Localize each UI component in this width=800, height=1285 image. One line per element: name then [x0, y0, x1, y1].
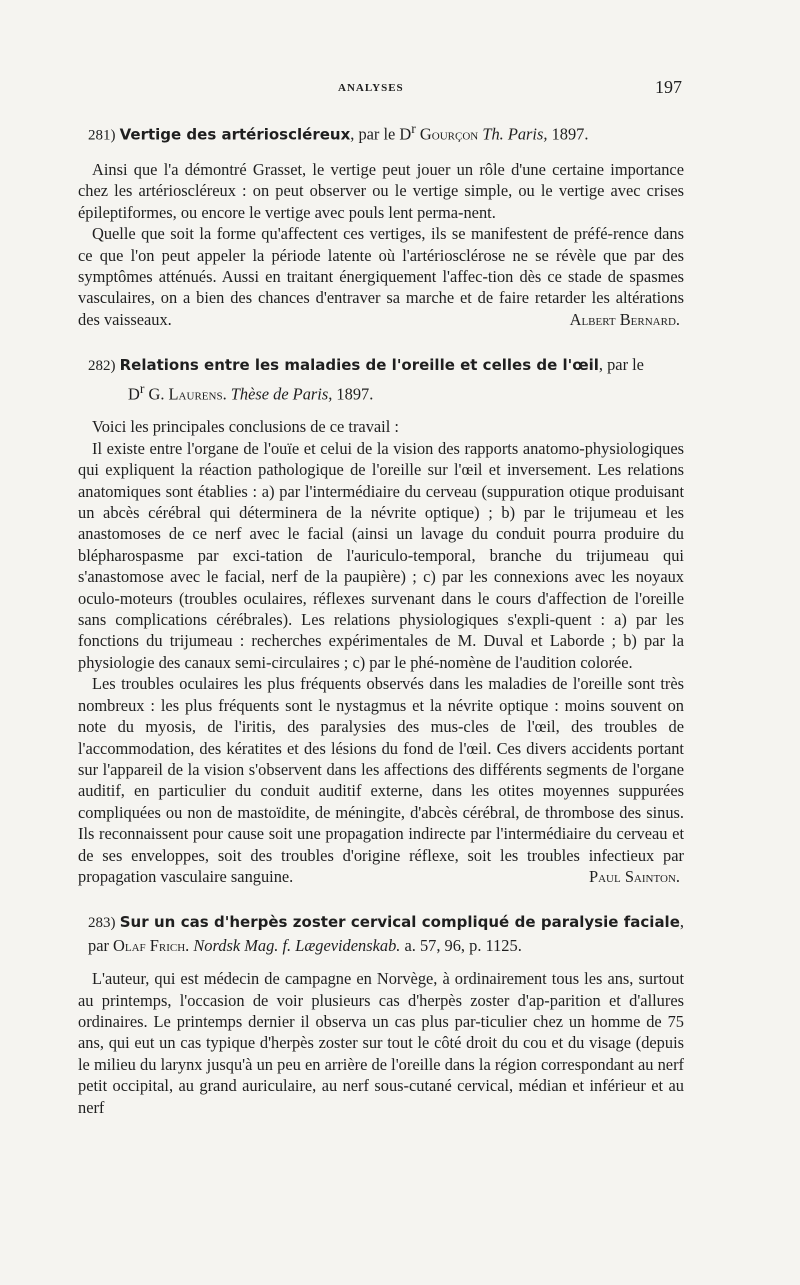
- article-281: [78, 118, 684, 330]
- article-signature: Albert Bernard.: [569, 309, 680, 329]
- byline-sup: r: [139, 380, 145, 396]
- article-heading: [88, 354, 684, 404]
- article-283: [78, 911, 684, 1118]
- byline-sup: r: [411, 121, 416, 136]
- running-head: [0, 77, 800, 102]
- paragraph-text: Quelle que soit la forme qu'affectent ces vertiges, ils se manifestent de préfé-rence dans ce que l'on peut appeler la période latente où l'artériosclérose ne se révèle que par des symptômes atténués. Aussi en traitant énergiquement l'affec-tion dès ce stade de spasmes vasculaires, on a bien des chances d'entraver sa marche et de faire retarder les altérations des vaisseaux.: [78, 224, 684, 329]
- article-source: Nordsk Mag. f. Lægevidenskab.: [193, 935, 401, 955]
- article-year: a. 57, 96, p. 1125.: [404, 935, 522, 955]
- article-number: 281): [88, 127, 116, 144]
- heading-continuation: [88, 378, 684, 405]
- article-column: [78, 118, 684, 1142]
- article-heading: [88, 118, 684, 147]
- article-paragraph: [78, 223, 684, 330]
- article-paragraph: [78, 673, 684, 887]
- article-title: Sur un cas d'herpès zoster cervical compliqué de paralysie faciale: [119, 913, 680, 932]
- page-number: 197: [655, 77, 682, 97]
- article-year: 1897.: [336, 384, 374, 403]
- article-author: Olaf Frich.: [113, 935, 190, 955]
- article-title: Vertige des artérioscléreux: [119, 125, 351, 144]
- article-paragraph: Il existe entre l'organe de l'ouïe et celui de la vision des rapports anatomo-physiologiques qui expliquent la réaction pathologique de l'oreille sur l'œil et inversement. Les relations anatomiques sont établies : a) par l'intermédiaire du cerveau (suppuration otique produisant un abcès cérébral qui déterminera de la névrite optique) ; b) par le trijumeau et les anastomoses de ce nerf avec le facial (ainsi un lavage du conduit pourra produire du blépharospasme par exci-tation de l'auriculo-temporal, branche du trijumeau qui s'anastomose avec le facial, nerf de la paupière) ; c) par les connexions avec les noyaux oculo-moteurs (troubles oculaires, réflexes survenant dans le cours d'affection de l'oreille sans complications cérébrales). Les relations physiologiques s'expli-quent : a) par les fonctions du trijumeau : recherches expérimentales de M. Duval et Laborde ; b) par la physiologie des canaux semi-circulaires ; c) par le phé-nomène de l'audition colorée.: [78, 438, 684, 672]
- article-author: Gourçon: [419, 124, 479, 144]
- paragraph-text: Les troubles oculaires les plus fréquents observés dans les maladies de l'oreille sont très nombreux : les plus fréquents sont le nystagmus et la névrite optique : moins souvent on note du myosis, de l'iritis, des paralysies des mus-cles de l'œil, des troubles de l'accommodation, des kératites et des lésions du fond de l'œil. Ces divers accidents portant sur l'appareil de la vision s'observent dans les affections des différents segments de l'organe auditif, en particulier du conduit auditif externe, dans les otites moyennes suppurées compliquées ou non de mastoïdite, de méningite, d'abcès cérébral, de thrombose des sinus. Ils reconnaissent pour cause soit une propagation indirecte par l'intermédiaire du cerveau et de ses enveloppes, soit des troubles d'origine réflexe, soit les troubles infectieux par propagation vasculaire sanguine.: [78, 674, 684, 886]
- running-title: ANALYSES: [338, 82, 404, 94]
- article-author: G. Laurens.: [148, 384, 227, 403]
- article-title: Relations entre les maladies de l'oreille et celles de l'œil: [119, 356, 599, 375]
- article-source: Thèse de Paris,: [230, 384, 333, 403]
- article-number: 283): [88, 915, 116, 932]
- article-paragraph: L'auteur, qui est médecin de campagne en Norvège, à ordinairement tous les ans, surtout au printemps, l'occasion de voir plusieurs cas d'herpès zoster d'ap-parition et d'allures ordinaires. Le printemps dernier il observa un cas plus par-ticulier chez un homme de 75 ans, qui eut un cas typique d'herpès zoster sur tout le côté droit du cou et du visage (depuis le milieu du larynx jusqu'à un peu en arrière de l'oreille dans la région correspondant au nerf petit occipital, au grand auriculaire, au nerf sous-cutané cervical, médian et inférieur et au nerf: [78, 969, 684, 1117]
- byline-prefix: , par le: [598, 355, 644, 375]
- article-source: Th. Paris,: [482, 124, 548, 144]
- article-number: 282): [88, 358, 116, 375]
- article-signature: Paul Sainton.: [589, 866, 680, 886]
- article-paragraph: Voici les principales conclusions de ce travail :: [92, 417, 399, 437]
- byline-prefix-2: D: [128, 384, 140, 403]
- article-year: 1897.: [551, 124, 589, 144]
- byline-prefix: , par le D: [350, 124, 412, 144]
- byline-prefix: , par: [88, 912, 684, 955]
- article-paragraph: Ainsi que l'a démontré Grasset, le vertige peut jouer un rôle d'une certaine importance chez les artérioscléreux : on peut observer ou le vertige simple, ou le vertige avec crises épileptiformes, ou encore le vertige avec pouls lent perma-nent.: [78, 159, 684, 222]
- article-heading: [88, 911, 684, 956]
- article-282: [78, 354, 684, 887]
